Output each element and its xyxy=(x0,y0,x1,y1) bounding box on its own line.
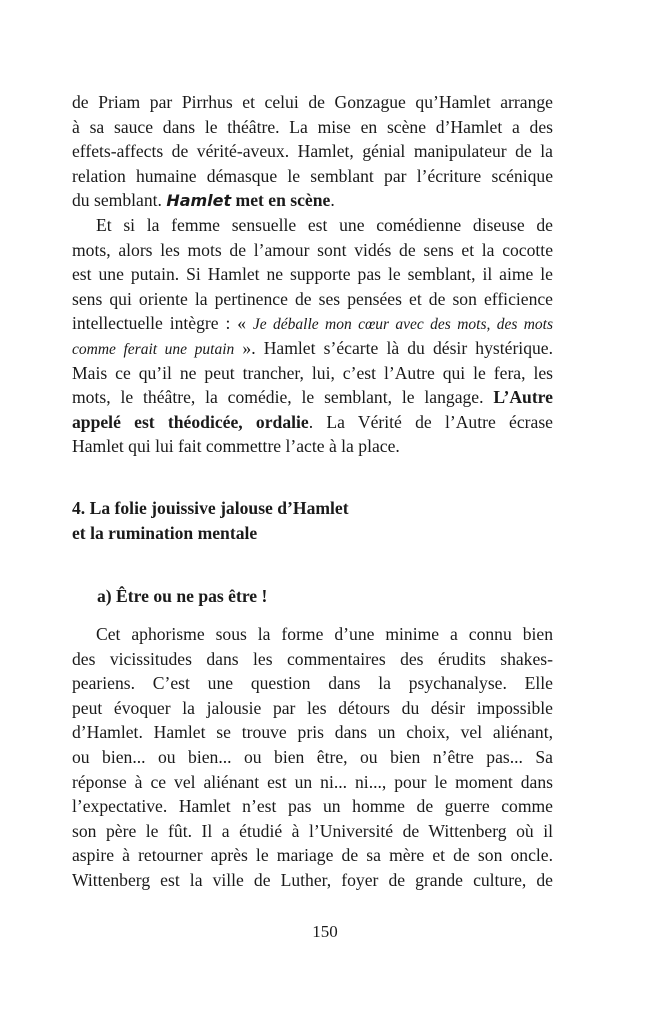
text-line: mots, alors les mots de l’amour sont vidés de sens et la cocotte xyxy=(72,239,553,260)
text-line xyxy=(72,188,553,213)
text-run: ». Hamlet s’écarte là du désir hystérique. xyxy=(234,337,553,358)
section-heading xyxy=(72,496,349,545)
text-line: Cet aphorisme sous la forme d’une minime a connu bien xyxy=(96,624,553,644)
emphasis-title: Hamlet xyxy=(166,191,232,211)
page-number: 150 xyxy=(312,922,338,941)
text-line: réponse à ce vel aliénant est un ni... ni..., pour le moment dans xyxy=(72,771,553,792)
text-line: Mais ce qu’il ne peut trancher, lui, c’est l’Autre qui le fera, les xyxy=(72,362,553,383)
text-line: ou bien... ou bien... ou bien être, ou bien n’être pas... Sa xyxy=(72,746,553,767)
text-line xyxy=(72,311,553,336)
text-line: Wittenberg est la ville de Luther, foyer de grande culture, de xyxy=(72,869,553,890)
text-run: intellectuelle intègre : « xyxy=(72,313,253,334)
text-line: son père le fût. Il a étudié à l’Université de Wittenberg où il xyxy=(72,820,553,841)
section-heading-line: et la rumination mentale xyxy=(72,522,258,543)
text-run: . La Vérité de l’Autre écrase xyxy=(308,411,553,432)
text-line: peut évoquer la jalousie par les détours du désir impossible xyxy=(72,697,553,718)
paragraph-block-bottom xyxy=(72,622,553,893)
text-line: relation humaine démasque le semblant par l’écriture scénique xyxy=(72,165,553,186)
text-line: sens qui oriente la pertinence de ses pensées et de son efficience xyxy=(72,288,553,309)
text-line: Hamlet qui lui fait commettre l’acte à la place. xyxy=(72,436,400,457)
text-line: de Priam par Pirrhus et celui de Gonzague qu’Hamlet arrange xyxy=(72,92,553,112)
section-heading-line: 4. La folie jouissive jalouse d’Hamlet xyxy=(72,498,349,518)
text-line: l’expectative. Hamlet n’est pas un homme de guerre comme xyxy=(72,796,553,817)
text-line: aspire à retourner après le mariage de sa mère et de son oncle. xyxy=(72,845,553,866)
text-line xyxy=(72,336,553,361)
quotation: comme ferait une putain xyxy=(72,340,235,358)
text-run: du semblant. xyxy=(72,190,167,211)
text-line: peariens. C’est une question dans la psychanalyse. Elle xyxy=(72,673,553,694)
text-line: à sa sauce dans le théâtre. La mise en scène d’Hamlet a des xyxy=(72,116,553,137)
text-run: . xyxy=(330,190,335,211)
text-line xyxy=(72,385,553,410)
subsection-heading: a) Être ou ne pas être ! xyxy=(97,586,268,606)
emphasis-bold: met en scène xyxy=(231,190,331,211)
text-line: des vicissitudes dans les commentaires des érudits shakes- xyxy=(72,648,553,669)
quotation: Je déballe mon cœur avec des mots, des mots xyxy=(252,316,554,334)
text-line: d’Hamlet. Hamlet se trouve pris dans un choix, vel aliénant, xyxy=(72,722,553,743)
text-run: mots, le théâtre, la comédie, le semblant, le langage. xyxy=(72,387,494,408)
emphasis-bold: L’Autre xyxy=(493,387,553,408)
paragraph-block-top xyxy=(72,90,553,459)
text-line: effets-affects de vérité-aveux. Hamlet, génial manipulateur de la xyxy=(72,141,553,162)
text-line: est une putain. Si Hamlet ne supporte pas le semblant, il aime le xyxy=(72,264,553,285)
text-line: Et si la femme sensuelle est une comédienne diseuse de xyxy=(96,214,553,235)
emphasis-bold: appelé est théodicée, ordalie xyxy=(72,411,309,432)
text-line xyxy=(72,410,553,435)
